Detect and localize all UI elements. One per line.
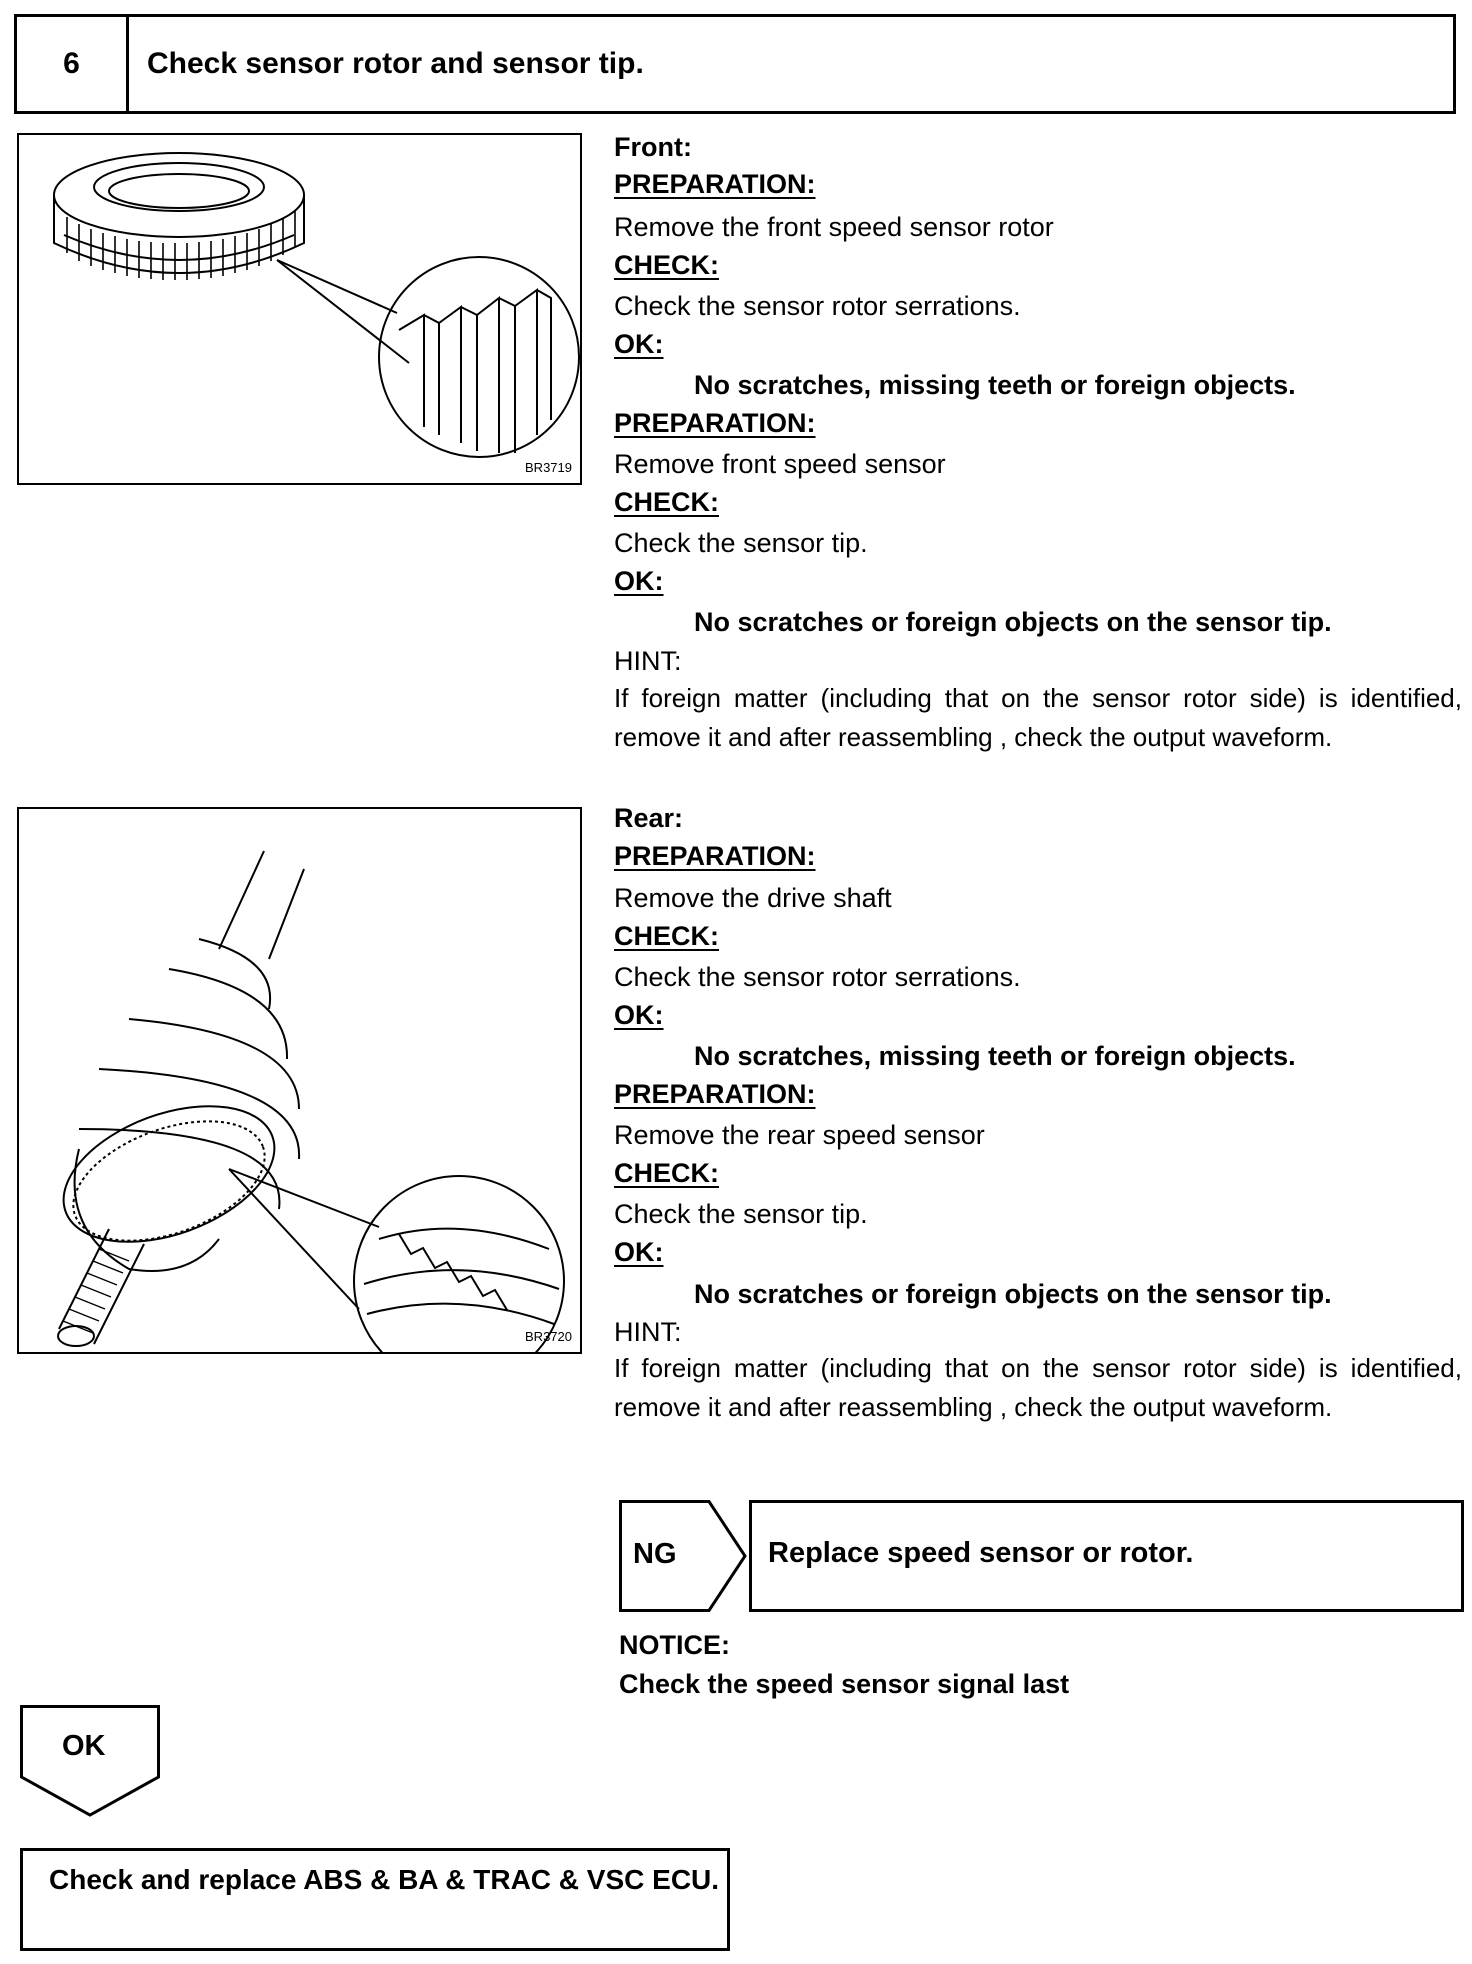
check-label: CHECK: — [614, 487, 719, 517]
ok-label: OK: — [614, 1237, 664, 1267]
rear-drive-shaft-figure — [17, 807, 582, 1354]
ok-label: OK: — [614, 1000, 664, 1030]
hint-text: If foreign matter (including that on the sensor rotor side) is identified, remove it and after reassembling , check the output waveform. — [614, 1353, 1462, 1422]
ok-action-box — [20, 1848, 730, 1951]
ok-criteria: No scratches or foreign objects on the sensor tip. — [694, 607, 1332, 637]
ng-action-text: Replace speed sensor or rotor. — [768, 1537, 1194, 1569]
step-number: 6 — [17, 17, 129, 111]
check-label: CHECK: — [614, 1158, 719, 1188]
figure-code: BR3720 — [525, 1329, 572, 1344]
ok-criteria: No scratches or foreign objects on the sensor tip. — [694, 1279, 1332, 1309]
ng-action-box — [749, 1500, 1464, 1612]
front-sensor-rotor-figure — [17, 133, 582, 485]
hint-label: HINT: — [614, 646, 682, 676]
hint-label: HINT: — [614, 1317, 682, 1347]
check-label: CHECK: — [614, 250, 719, 280]
sensor-rotor-illustration — [19, 135, 580, 483]
step-header — [14, 14, 1456, 114]
preparation-text: Remove the drive shaft — [614, 883, 892, 913]
figure-code: BR3719 — [525, 460, 572, 475]
front-heading: Front: — [614, 132, 692, 162]
notice-text: Check the speed sensor signal last — [619, 1669, 1070, 1699]
preparation-label: PREPARATION: — [614, 169, 816, 199]
check-text: Check the sensor rotor serrations. — [614, 962, 1021, 992]
check-text: Check the sensor tip. — [614, 1199, 868, 1229]
ok-label: OK: — [614, 566, 664, 596]
check-text: Check the sensor tip. — [614, 528, 868, 558]
ok-criteria: No scratches, missing teeth or foreign objects. — [694, 1041, 1296, 1071]
hint-text: If foreign matter (including that on the sensor rotor side) is identified, remove it and after reassembling , check the output waveform. — [614, 683, 1462, 752]
preparation-label: PREPARATION: — [614, 841, 816, 871]
ok-action-text: Check and replace ABS & BA & TRAC & VSC ECU. — [49, 1864, 720, 1895]
preparation-text: Remove front speed sensor — [614, 449, 946, 479]
ok-branch-label: OK — [62, 1730, 106, 1762]
check-label: CHECK: — [614, 921, 719, 951]
notice-label: NOTICE: — [619, 1630, 730, 1660]
check-text: Check the sensor rotor serrations. — [614, 291, 1021, 321]
preparation-label: PREPARATION: — [614, 408, 816, 438]
ng-label: NG — [633, 1538, 677, 1570]
preparation-text: Remove the rear speed sensor — [614, 1120, 985, 1150]
preparation-text: Remove the front speed sensor rotor — [614, 212, 1054, 242]
ok-criteria: No scratches, missing teeth or foreign objects. — [694, 370, 1296, 400]
preparation-label: PREPARATION: — [614, 1079, 816, 1109]
drive-shaft-illustration — [19, 809, 580, 1352]
ok-label: OK: — [614, 329, 664, 359]
step-title: Check sensor rotor and sensor tip. — [147, 47, 644, 80]
rear-heading: Rear: — [614, 803, 684, 833]
